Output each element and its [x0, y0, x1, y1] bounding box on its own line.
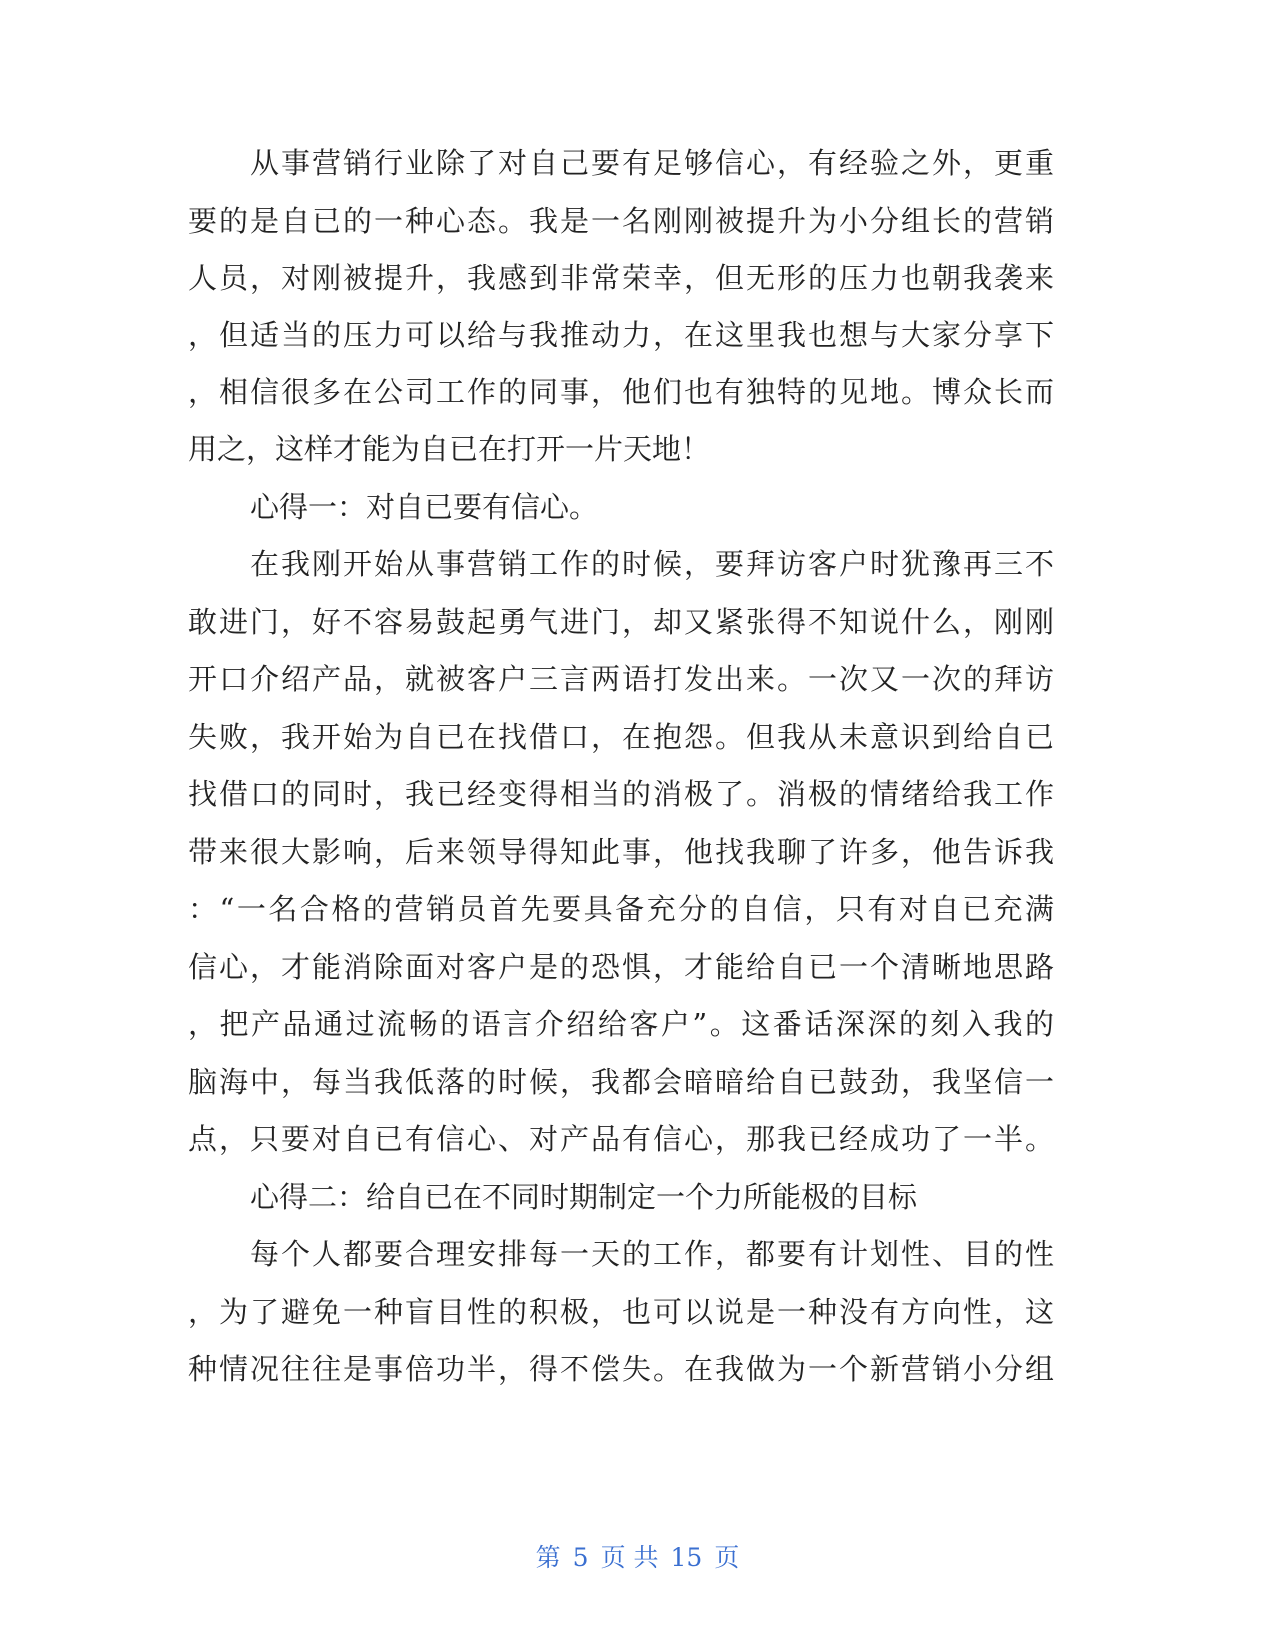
section-heading: 心得二：给自已在不同时期制定一个力所能极的目标 — [250, 1180, 918, 1214]
text-line: 人员，对刚被提升，我感到非常荣幸，但无形的压力也朝我袭来 — [188, 261, 1054, 295]
text-line: 找借口的同时，我已经变得相当的消极了。消极的情绪给我工作 — [188, 777, 1054, 811]
text-line: ，相信很多在公司工作的同事，他们也有独特的见地。博众长而 — [188, 375, 1054, 409]
text-line: 在我刚开始从事营销工作的时候，要拜访客户时犹豫再三不 — [250, 547, 1054, 581]
text-line: ：“一名合格的营销员首先要具备充分的自信，只有对自已充满 — [188, 892, 1054, 926]
text-line: 点，只要对自已有信心、对产品有信心，那我已经成功了一半。 — [188, 1122, 1054, 1156]
footer-total-pages: 15 — [670, 1543, 703, 1572]
text-line: 种情况往往是事倍功半，得不偿失。在我做为一个新营销小分组 — [188, 1352, 1054, 1386]
footer-prefix: 第 — [535, 1543, 561, 1572]
text-line: 每个人都要合理安排每一天的工作，都要有计划性、目的性 — [250, 1237, 1054, 1271]
text-line: 敢进门，好不容易鼓起勇气进门，却又紧张得不知说什么，刚刚 — [188, 605, 1054, 639]
section-heading: 心得一：对自已要有信心。 — [250, 490, 599, 524]
text-line: ，把产品通过流畅的语言介绍给客户”。这番话深深的刻入我的 — [188, 1007, 1054, 1041]
page-footer — [0, 1538, 1275, 1574]
text-line: 脑海中，每当我低落的时候，我都会暗暗给自已鼓劲，我坚信一 — [188, 1065, 1054, 1099]
text-line: 开口介绍产品，就被客户三言两语打发出来。一次又一次的拜访 — [188, 662, 1054, 696]
text-line: 带来很大影响，后来领导得知此事，他找我聊了许多，他告诉我 — [188, 835, 1054, 869]
text-line: 用之，这样才能为自已在打开一片天地！ — [188, 432, 711, 466]
text-line: 要的是自已的一种心态。我是一名刚刚被提升为小分组长的营销 — [188, 204, 1054, 238]
text-line: ，但适当的压力可以给与我推动力，在这里我也想与大家分享下 — [188, 318, 1054, 352]
text-line: 从事营销行业除了对自己要有足够信心，有经验之外，更重 — [250, 146, 1054, 180]
text-line: 信心，才能消除面对客户是的恐惧，才能给自已一个清晰地思路 — [188, 950, 1054, 984]
footer-mid: 页 共 — [600, 1543, 659, 1572]
text-line: ，为了避免一种盲目性的积极，也可以说是一种没有方向性，这 — [188, 1295, 1054, 1329]
text-line: 失败，我开始为自已在找借口，在抱怨。但我从未意识到给自已 — [188, 720, 1054, 754]
footer-page-number: 5 — [572, 1543, 589, 1572]
footer-suffix: 页 — [714, 1543, 740, 1572]
